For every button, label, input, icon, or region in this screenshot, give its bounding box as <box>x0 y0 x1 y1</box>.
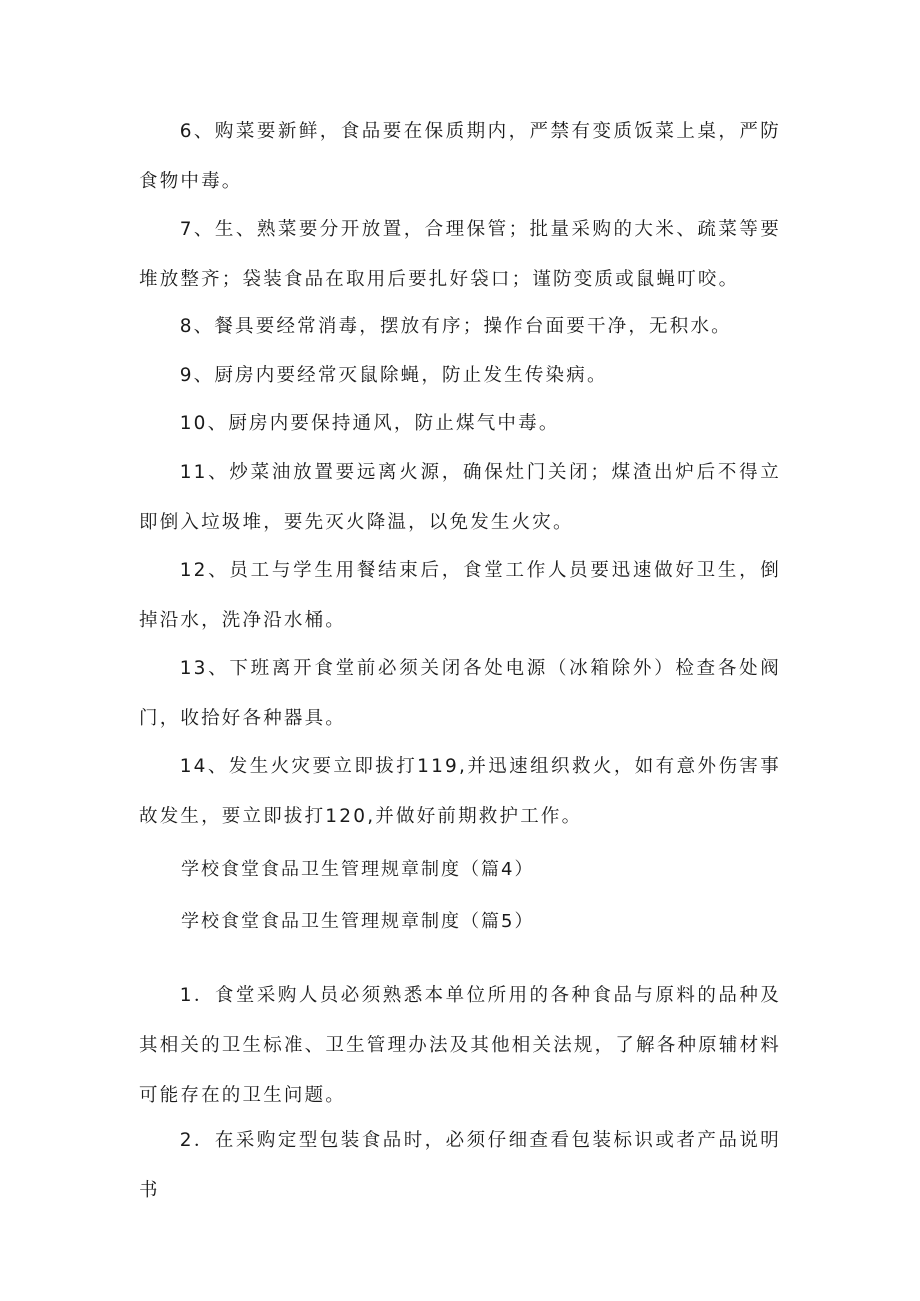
paragraph-item-6: 6、购菜要新鲜，食品要在保质期内，严禁有变质饭菜上桌，严防食物中毒。 <box>139 121 781 192</box>
paragraph-item-14: 14、发生火灾要立即拔打119,并迅速组织救火，如有意外伤害事故发生，要立即拔打120,并做好前期救护工作。 <box>139 756 781 827</box>
paragraph-item-10: 10、厨房内要保持通风，防止煤气中毒。 <box>179 413 560 434</box>
paragraph-item-9: 9、厨房内要经常灭鼠除蝇，防止发生传染病。 <box>179 365 608 386</box>
paragraph-item-13: 13、下班离开食堂前必须关闭各处电源（冰箱除外）检查各处阀门，收拾好各种器具。 <box>139 658 781 729</box>
paragraph-item-11: 11、炒菜油放置要远离火源，确保灶门关闭；煤渣出炉后不得立即倒入垃圾堆，要先灭火降温，以免发生火灾。 <box>139 462 781 533</box>
paragraph-item-7: 7、生、熟菜要分开放置，合理保管；批量采购的大米、疏菜等要堆放整齐；袋装食品在取用后要扎好袋口；谨防变质或鼠蝇叮咬。 <box>139 219 781 290</box>
rule-item-2: 2．在采购定型包装食品时，必须仔细查看包装标识或者产品说明书 <box>139 1130 781 1201</box>
rule-item-1: 1．食堂采购人员必须熟悉本单位所用的各种食品与原料的品种及其相关的卫生标准、卫生管理办法及其他相关法规，了解各种原辅材料可能存在的卫生问题。 <box>139 985 781 1106</box>
section-heading-4: 学校食堂食品卫生管理规章制度（篇4） <box>181 859 535 880</box>
section-heading-5: 学校食堂食品卫生管理规章制度（篇5） <box>181 911 535 932</box>
paragraph-item-12: 12、员工与学生用餐结束后，食堂工作人员要迅速做好卫生，倒掉沿水，洗净沿水桶。 <box>139 560 781 631</box>
paragraph-item-8: 8、餐具要经常消毒，摆放有序；操作台面要干净，无积水。 <box>179 316 732 337</box>
